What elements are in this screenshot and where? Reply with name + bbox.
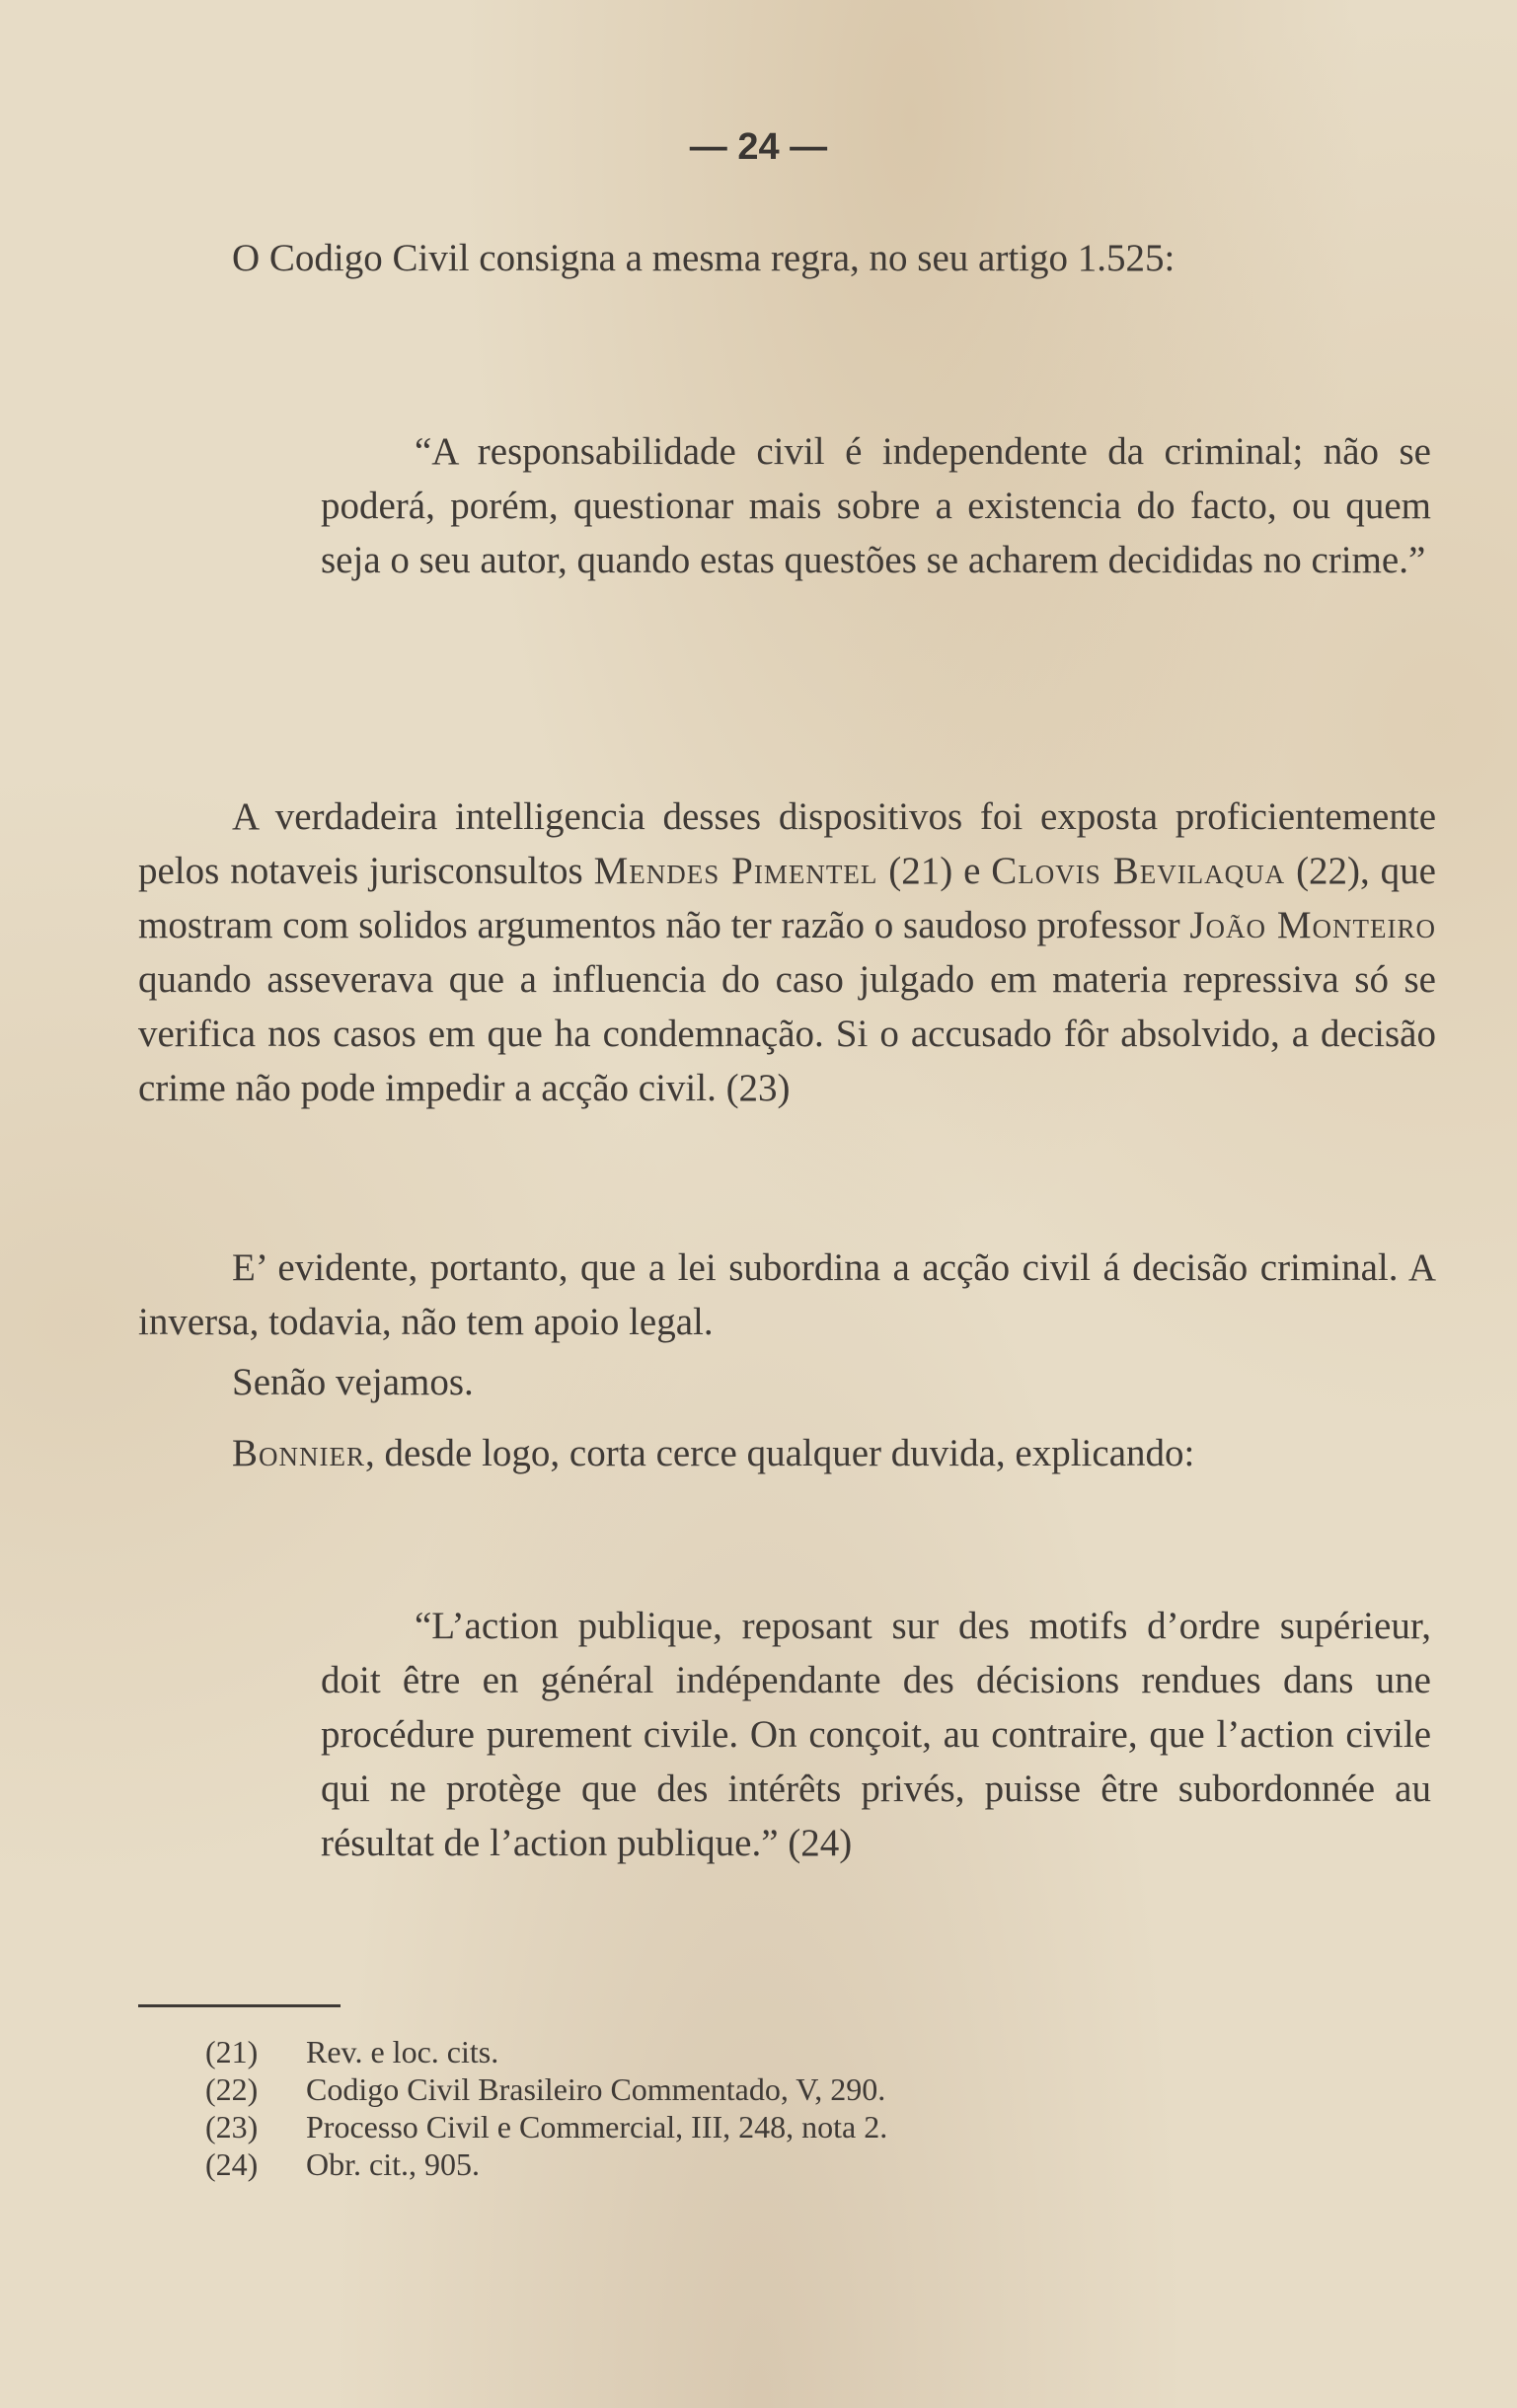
author-name-joao-monteiro: João Monteiro xyxy=(1189,904,1436,946)
footnote-text: Codigo Civil Brasileiro Commentado, V, 290. xyxy=(306,2071,886,2107)
author-name-clovis-bevilaqua: Clovis Bevilaqua xyxy=(991,850,1286,892)
paragraph-intelligencia xyxy=(138,790,1436,1115)
author-name-mendes-pimentel: Mendes Pimentel xyxy=(593,850,878,892)
footnote-23 xyxy=(205,2108,1192,2145)
quote-action-publique: “L’action publique, reposant sur des motifs d’ordre supérieur, doit être en général indépendante des décisions rendues dans une procédure purement civile. On conçoit, au contraire, que l’action civile qui ne protège que des intérêts privés, puisse être subordonnée au résultat de l’action publique.” (24) xyxy=(321,1605,1431,1864)
footnotes xyxy=(205,2033,1192,2183)
footnote-number: (22) xyxy=(205,2071,259,2107)
footnote-text: Rev. e loc. cits. xyxy=(306,2034,499,2069)
text-segment: A verdadeira intelligencia desses dispositivos foi exposta proficientemente pelos notaveis jurisconsultos xyxy=(138,795,1436,892)
footnote-24 xyxy=(205,2145,1192,2183)
footnote-number: (23) xyxy=(205,2109,259,2145)
paragraph-bonnier xyxy=(138,1426,1436,1480)
quote-responsabilidade: “A responsabilidade civil é independente da criminal; não se poderá, porém, questionar mais sobre a existencia do facto, ou quem seja o seu autor, quando estas questões se acharem decididas no crime.” xyxy=(321,430,1431,581)
footnote-21 xyxy=(205,2033,1192,2070)
footnote-text: Obr. cit., 905. xyxy=(306,2146,480,2182)
text-segment: (21) e xyxy=(877,850,992,892)
footnote-number: (21) xyxy=(205,2034,259,2069)
paragraph-evidente: E’ evidente, portanto, que a lei subordina a acção civil á decisão criminal. A inversa, todavia, não tem apoio legal. xyxy=(138,1246,1436,1343)
author-name-bonnier: Bonnier xyxy=(232,1432,366,1474)
text-segment: (22), que mostram com solidos argumentos não ter razão o saudoso professor xyxy=(138,850,1436,946)
text-segment: , desde logo, corta cerce qualquer duvida, explicando: xyxy=(365,1432,1195,1474)
footnote-number: (24) xyxy=(205,2146,259,2182)
text-segment: quando asseverava que a influencia do caso julgado em materia repressiva só se verifica nos casos em que ha condemnação. Si o accusado fôr absolvido, a decisão crime não pode impedir a acção civil. (23) xyxy=(138,958,1436,1109)
paragraph-senao-vejamos: Senão vejamos. xyxy=(232,1361,474,1403)
footnote-22 xyxy=(205,2070,1192,2108)
paragraph-codigo-civil: O Codigo Civil consigna a mesma regra, no seu artigo 1.525: xyxy=(232,237,1176,279)
page-number: — 24 — xyxy=(689,126,828,168)
footnote-text: Processo Civil e Commercial, III, 248, nota 2. xyxy=(306,2109,888,2145)
footnote-divider xyxy=(138,2004,341,2007)
